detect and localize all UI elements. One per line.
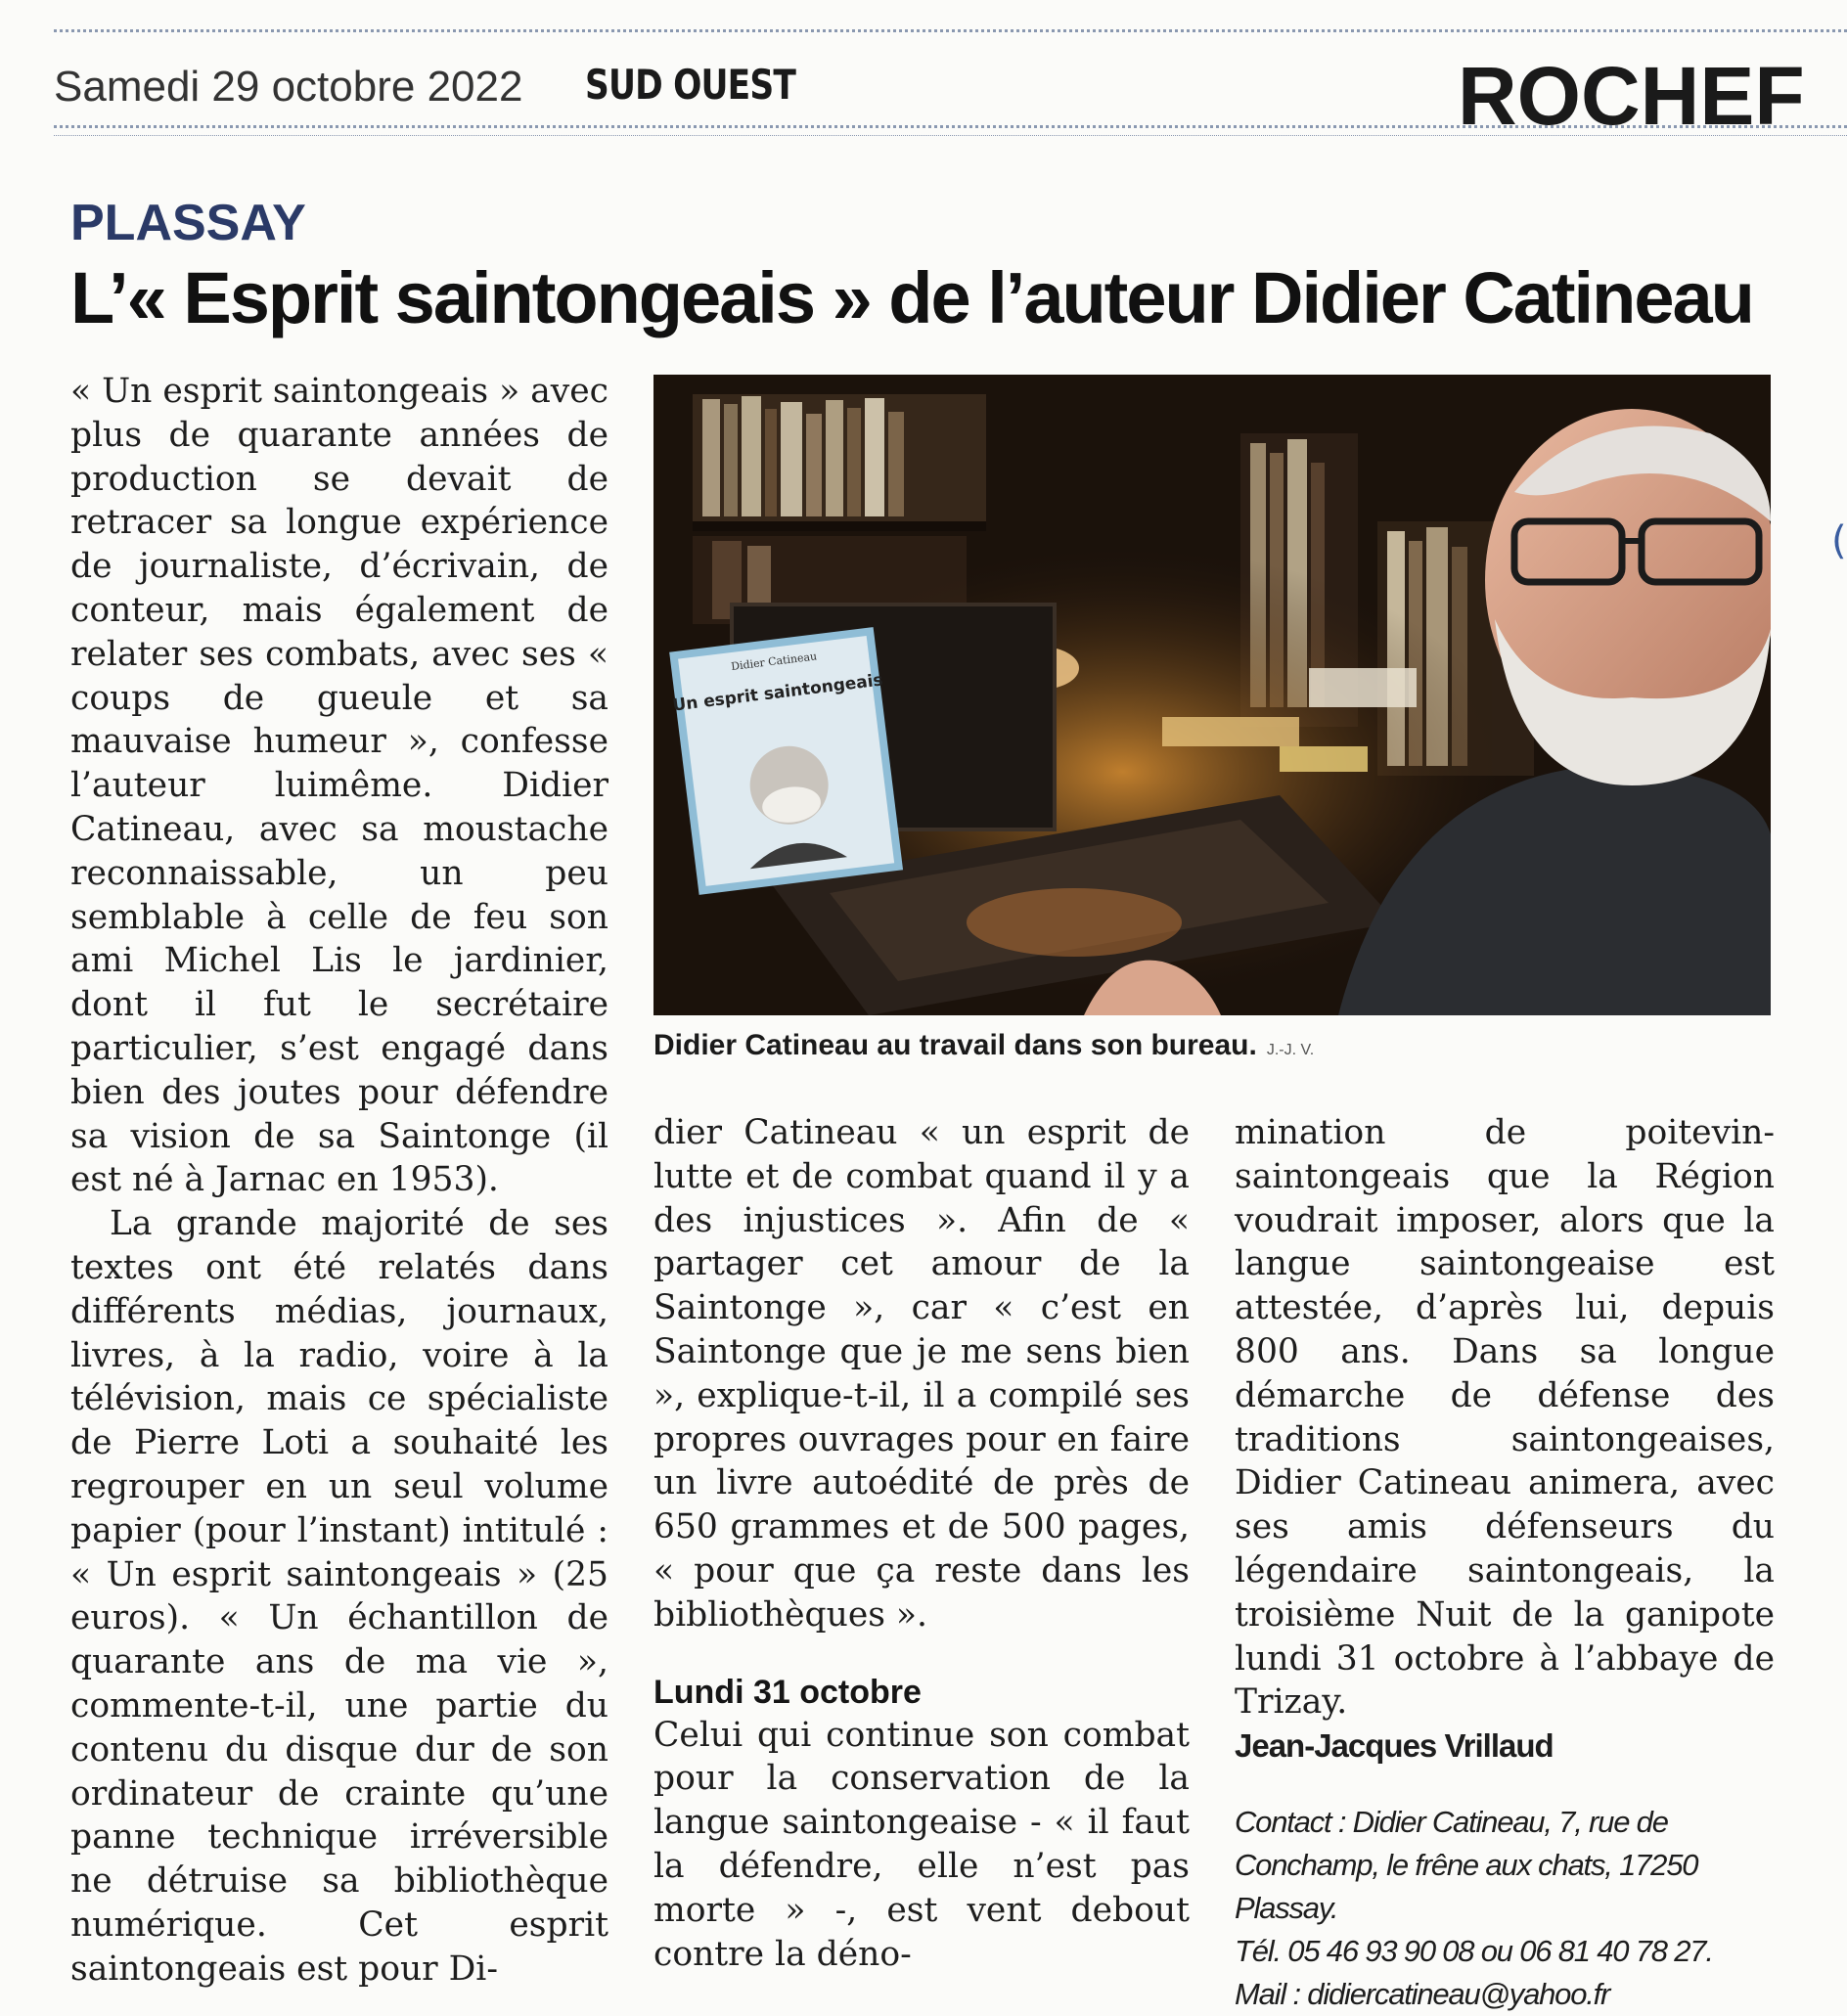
photo-credit: J.-J. V. xyxy=(1266,1042,1315,1058)
header-rule-thin xyxy=(54,135,1847,136)
article-headline: L’« Esprit saintongeais » de l’auteur Didier Catineau xyxy=(70,257,1753,338)
article-photo xyxy=(653,375,1771,1015)
col1-paragraph-2: La grande majorité de ses textes ont été relatés dans différents médias, journaux, livres, à la radio, voire à la télévision, mais ce spécialiste de Pierre Loti a souhaité les regrouper en un seul volume papier (pour l’instant) intitulé : « Un esprit saintongeais » (25 euros). « Un échantillon de quarante ans de ma vie », commente-t-il, une partie du contenu du disque dur de son ordinateur de crainte qu’une panne technique irréversible ne détruise sa bibliothèque numérique. Cet esprit saintongeais est pour Di- xyxy=(70,1204,608,1989)
ink-mark-icon: ( xyxy=(1831,518,1847,563)
col1-paragraph-1: « Un esprit saintongeais » avec plus de quarante années de production se devait de retracer sa longue expérience de journaliste, d’écrivain, de conteur, mais également de relater ses combats, avec ses « coups de gueule et sa mauvaise humeur », confesse l’auteur luimême. Didier Catineau, avec sa moustache reconnaissable, un peu semblable à celle de feu son ami Michel Lis le jardinier, dont il fut le secrétaire particulier, s’est engagé dans bien des joutes pour défendre sa vision de sa Saintonge (il est né à Jarnac en 1953). xyxy=(70,372,608,1200)
col2-paragraph-1: dier Catineau « un esprit de lutte et de combat quand il y a des injustices ». Afin de « partager cet amour de la Saintonge », car « c’est en Saintonge que je me sens bien », explique-t-il, il a compilé ses propres ouvrages pour en faire un livre autoédité de près de 650 grammes et de 500 pages, « pour que ça reste dans les bibliothèques ». xyxy=(653,1113,1190,1635)
contact-phone: Tél. 05 46 93 90 08 ou 06 81 40 78 27. xyxy=(1235,1934,1713,1969)
article-column-2 xyxy=(653,1111,1190,1976)
header-rule xyxy=(54,125,1847,128)
photo-caption xyxy=(653,1029,1314,1062)
article-column-1 xyxy=(70,370,608,1991)
top-rule xyxy=(54,29,1847,32)
book-title: Un esprit saintongeais xyxy=(671,670,884,716)
article-kicker: PLASSAY xyxy=(70,195,306,251)
contact-block xyxy=(1235,1801,1775,2016)
caption-text: Didier Catineau au travail dans son bureau. xyxy=(653,1029,1257,1061)
newspaper-brand: SUD OUEST xyxy=(585,61,796,109)
photo-illustration xyxy=(653,375,1771,1015)
author-signature: Jean-Jacques Vrillaud xyxy=(1235,1727,1554,1765)
contact-address: Contact : Didier Catineau, 7, rue de Conchamp, le frêne aux chats, 17250 Plassay. xyxy=(1235,1805,1698,1926)
col3-paragraph-1: mination de poitevin-saintongeais que la Région voudrait imposer, alors que la langue saintongeaise est attestée, d’après lui, depuis 800 ans. Dans sa longue démarche de défense des traditions saintongeaises, Didier Catineau animera, avec ses amis défenseurs du légendaire saintongeais, la troisième Nuit de la ganipote lundi 31 octobre à l’abbaye de Trizay. xyxy=(1235,1113,1775,1723)
contact-email: Mail : didiercatineau@yahoo.fr xyxy=(1235,1977,1610,2012)
issue-date: Samedi 29 octobre 2022 xyxy=(54,63,523,111)
col2-paragraph-2: Celui qui continue son combat pour la conservation de la langue saintongeaise - « il faut la défendre, elle n’est pas morte » -, est vent debout contre la déno- xyxy=(653,1715,1190,1974)
edition-city: ROCHEF xyxy=(1458,50,1805,142)
book-author: Didier Catineau xyxy=(730,650,818,674)
article-column-3 xyxy=(1235,1111,1775,2016)
col2-subheading: Lundi 31 octobre xyxy=(653,1673,922,1711)
